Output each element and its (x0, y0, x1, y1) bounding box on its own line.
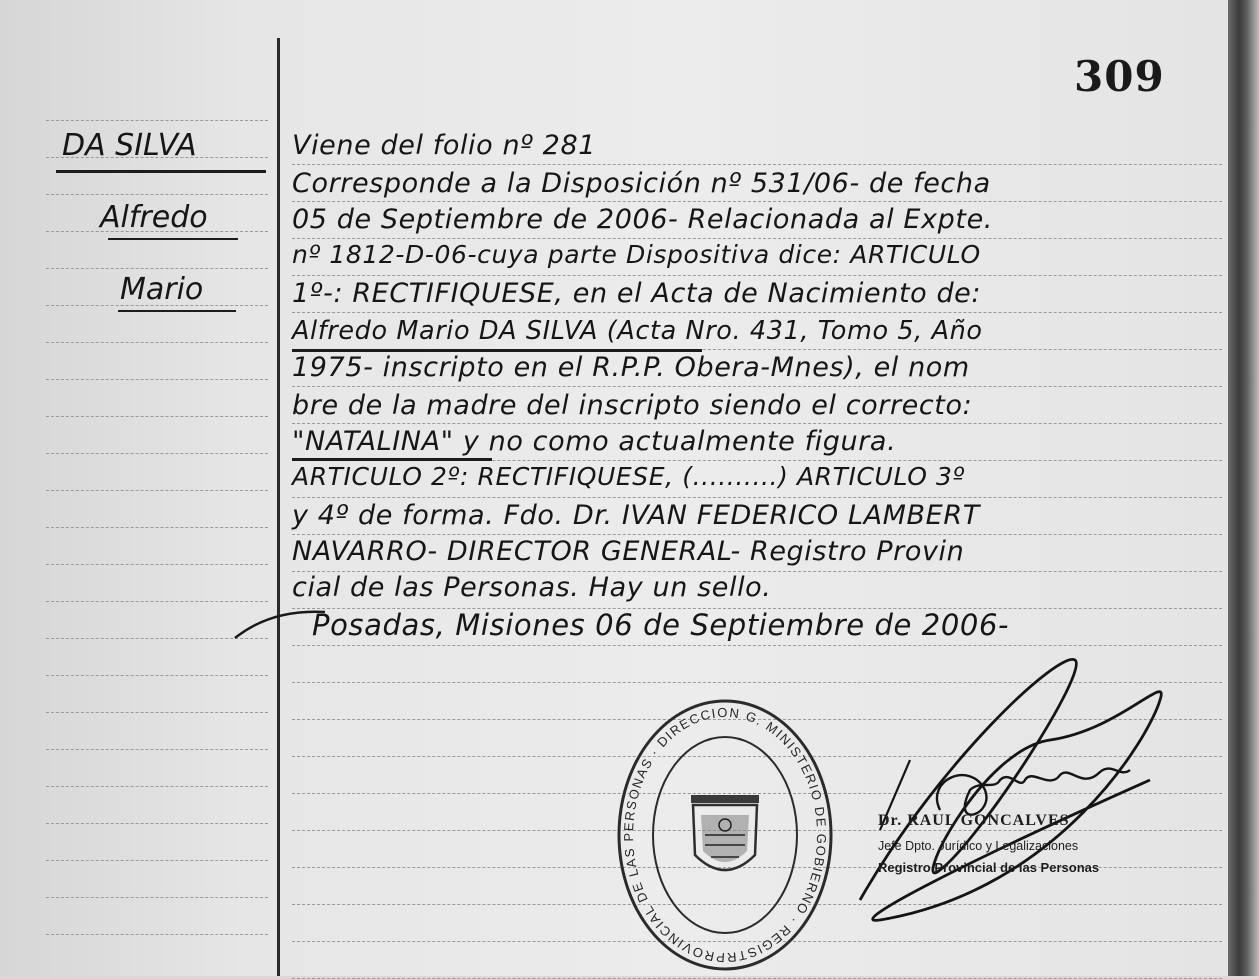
ruled-line-right (292, 164, 1222, 165)
ruled-line-left (46, 379, 268, 380)
ruled-line-left (46, 823, 268, 824)
ruled-line-left (46, 194, 268, 195)
ruled-line-left (46, 786, 268, 787)
stamp-ring-text: PROVINCIAL DE LAS PERSONAS · DIRECCION G. MINISTERIO DE GOBIERNO · REGISTR (621, 704, 830, 966)
signatory-name: Dr. RAUL GONCALVES (878, 812, 1070, 829)
body-line: 1º-: RECTIFIQUESE, en el Acta de Nacimiento de: (292, 278, 982, 309)
body-line: nº 1812-D-06-cuya parte Dispositiva dice: ARTICULO (292, 240, 981, 269)
flourish-mark (230, 590, 350, 650)
ruled-line-left (46, 934, 268, 935)
ruled-line-left (46, 860, 268, 861)
ruled-line-right (292, 201, 1222, 202)
natalina-underline (292, 458, 492, 461)
signatory-office: Registro Provincial de las Personas (878, 860, 1100, 875)
page-number: 309 (1074, 52, 1165, 101)
ruled-line-right (292, 534, 1222, 535)
margin-surname: DA SILVA (62, 128, 197, 163)
ruled-line-right (292, 275, 1222, 276)
body-line: Viene del folio nº 281 (292, 130, 597, 161)
body-line: 1975- inscripto en el R.P.P. Obera-Mnes), el nom (292, 352, 970, 383)
ruled-line-left (46, 675, 268, 676)
ruled-line-right (292, 238, 1222, 239)
body-line: Posadas, Misiones 06 de Septiembre de 2006- (312, 608, 1010, 642)
signatory-block (878, 812, 1099, 875)
body-line: cial de las Personas. Hay un sello. (292, 572, 772, 603)
margin-divider (277, 38, 280, 976)
coat-of-arms-emblem (691, 795, 759, 870)
ruled-line-right (292, 386, 1222, 387)
margin-first-name: Alfredo (100, 200, 208, 235)
ruled-line-left (46, 527, 268, 528)
body-line: Alfredo Mario DA SILVA (Acta Nro. 431, Tomo 5, Año (292, 316, 983, 346)
ruled-line-left (46, 897, 268, 898)
body-line: "NATALINA" y no como actualmente figura. (292, 426, 897, 457)
body-line: bre de la madre del inscripto siendo el correcto: (292, 390, 973, 421)
ruled-line-left (46, 416, 268, 417)
body-line: NAVARRO- DIRECTOR GENERAL- Registro Provin (292, 536, 965, 567)
ruled-line-right (292, 312, 1222, 313)
second-name-underline (118, 310, 236, 312)
ruled-line-left (46, 120, 268, 121)
name-underline (292, 349, 702, 352)
margin-second-name: Mario (120, 272, 204, 307)
ruled-line-right (292, 423, 1222, 424)
ruled-line-left (46, 749, 268, 750)
first-name-underline (108, 238, 238, 240)
ruled-line-left (46, 490, 268, 491)
ruled-line-left (46, 342, 268, 343)
body-line: Corresponde a la Disposición nº 531/06- de fecha (292, 168, 991, 199)
handwritten-signature (820, 640, 1220, 940)
official-seal-stamp (615, 695, 835, 973)
ruled-line-left (46, 268, 268, 269)
ruled-line-left (46, 453, 268, 454)
ruled-line-left (46, 564, 268, 565)
ruled-line-right (292, 497, 1222, 498)
body-line: y 4º de forma. Fdo. Dr. IVAN FEDERICO LAMBERT (292, 500, 980, 531)
book-binding-edge (1228, 0, 1259, 976)
ruled-line-left (46, 712, 268, 713)
surname-underline (56, 170, 266, 173)
body-line: ARTICULO 2º: RECTIFIQUESE, (..........) ARTICULO 3º (292, 462, 965, 491)
body-line: 05 de Septiembre de 2006- Relacionada al Expte. (292, 204, 993, 235)
signatory-role: Jefe Dpto. Jurídico y Legalizaciones (878, 839, 1079, 853)
